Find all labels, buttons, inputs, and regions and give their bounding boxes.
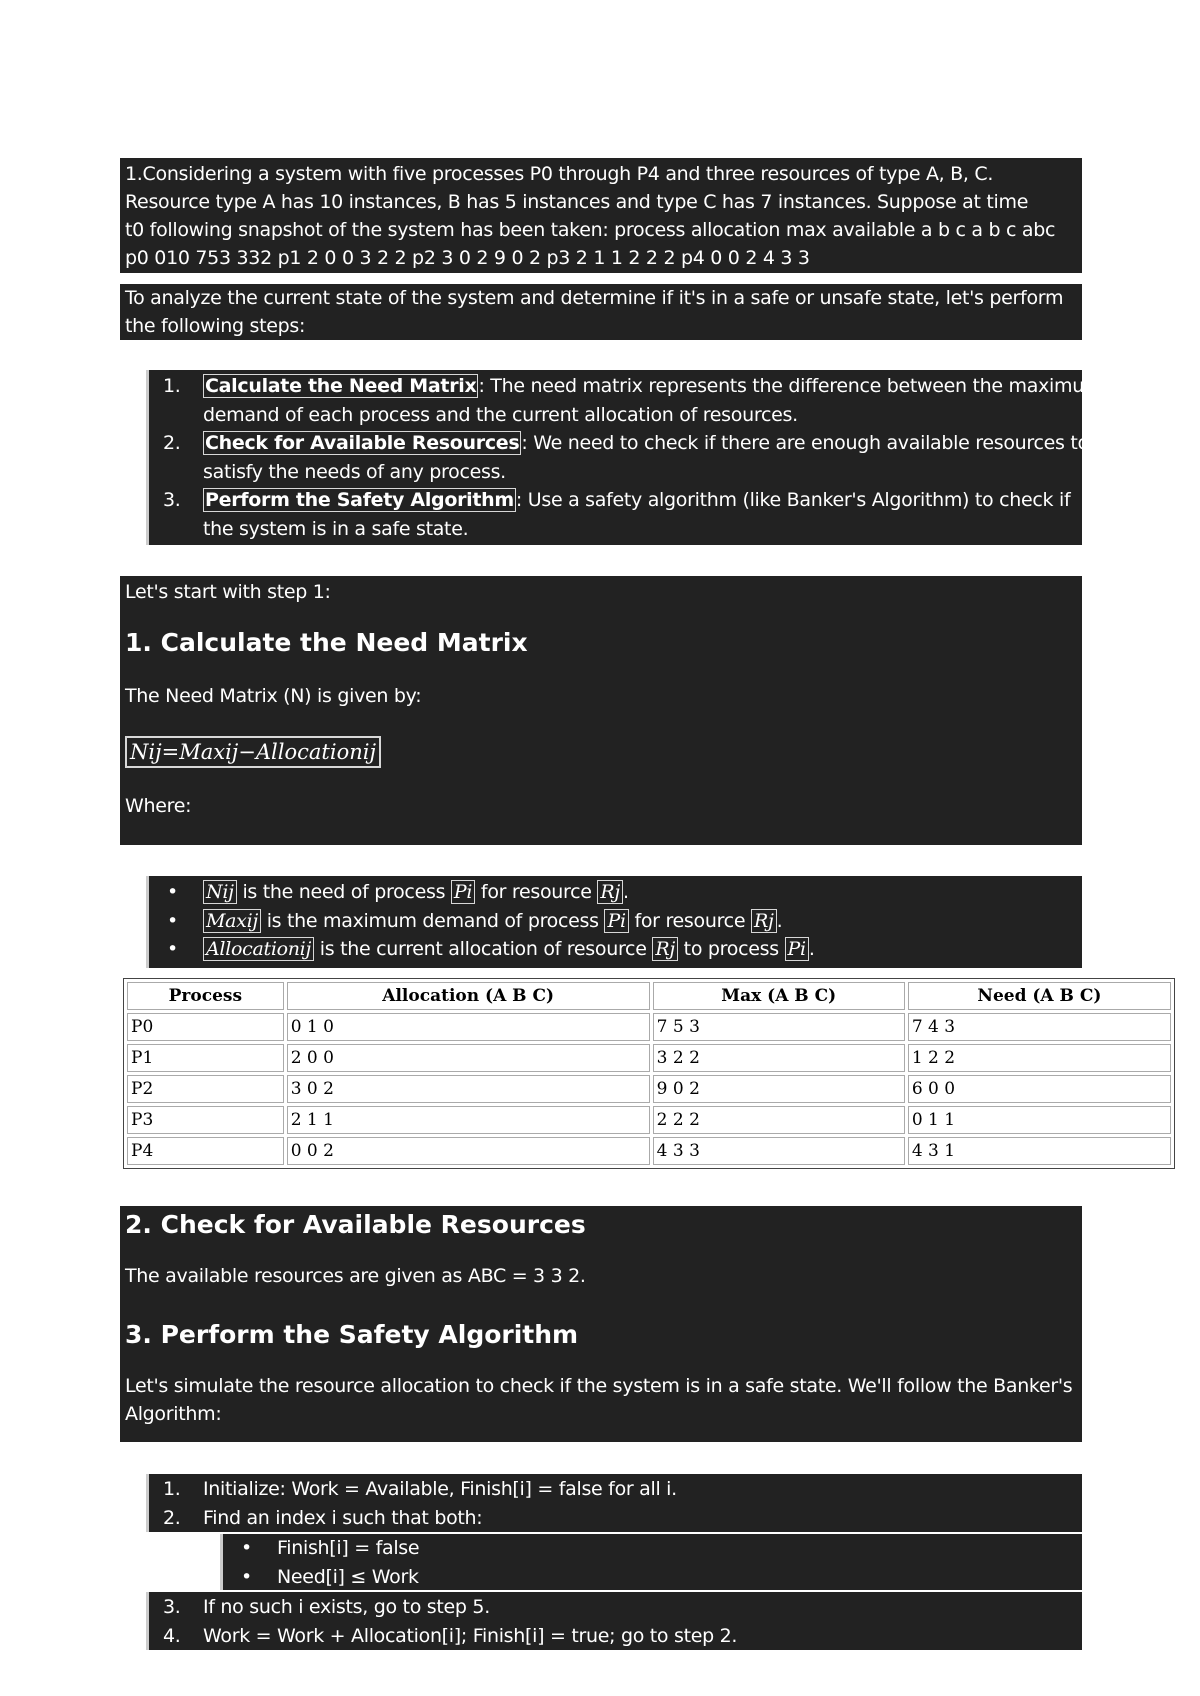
step-term: Calculate the Need Matrix xyxy=(205,375,477,397)
column-header: Max (A B C) xyxy=(653,982,905,1010)
table-cell: 4 3 3 xyxy=(653,1137,905,1165)
algorithm-step xyxy=(155,1504,1082,1533)
table-cell: P1 xyxy=(127,1044,284,1072)
table-cell: P3 xyxy=(127,1106,284,1134)
definition-text: for resource xyxy=(628,909,751,932)
table-cell: 4 3 1 xyxy=(908,1137,1171,1165)
step-term: Perform the Safety Algorithm xyxy=(205,489,514,511)
math-term: Maxij xyxy=(203,909,261,933)
table-cell: 2 0 0 xyxy=(287,1044,650,1072)
step-term: Check for Available Resources xyxy=(205,432,520,454)
step-number: 3. xyxy=(163,1596,181,1618)
table-cell: 3 2 2 xyxy=(653,1044,905,1072)
definition-item xyxy=(155,935,1082,964)
algorithm-step xyxy=(155,1475,1082,1504)
steps-list xyxy=(155,372,1103,543)
table-cell: P4 xyxy=(127,1137,284,1165)
need-matrix-table xyxy=(123,978,1175,1169)
table-header-row xyxy=(127,982,1171,1010)
definition-text: is the current allocation of resource xyxy=(314,938,653,960)
table-cell: 2 2 2 xyxy=(653,1106,905,1134)
algorithm-substep xyxy=(229,1534,1082,1563)
step-number: 2. xyxy=(163,432,181,454)
step-number: 4. xyxy=(163,1624,181,1647)
algorithm-step-text: Find an index i such that both: xyxy=(203,1506,483,1529)
definition-text: is the need of process xyxy=(236,881,451,903)
section1-block xyxy=(120,576,1082,845)
bullet-icon: • xyxy=(167,881,178,903)
step-number: 3. xyxy=(163,489,181,511)
algorithm-step-text: If no such i exists, go to step 5. xyxy=(203,1596,490,1618)
bullet-icon: • xyxy=(167,909,178,932)
table-cell: 0 1 0 xyxy=(287,1013,650,1041)
algorithm-step xyxy=(155,1622,1082,1651)
definition-item xyxy=(155,907,1082,936)
algorithm-steps-block xyxy=(146,1474,1082,1532)
section1-where: Where: xyxy=(125,795,192,817)
definition-text: for resource xyxy=(475,881,598,903)
step-desc-cont: the system is in a safe state. xyxy=(203,517,469,540)
definition-text: . xyxy=(623,881,629,903)
algorithm-substeps-block xyxy=(220,1534,1082,1590)
table-cell: 0 0 2 xyxy=(287,1137,650,1165)
bullet-icon: • xyxy=(167,938,178,960)
column-header: Allocation (A B C) xyxy=(287,982,650,1010)
simulate-line: Algorithm: xyxy=(125,1403,222,1425)
math-term: Allocationij xyxy=(203,937,314,961)
algorithm-substep-text: Finish[i] = false xyxy=(277,1537,420,1559)
math-term: Rj xyxy=(751,909,777,933)
need-formula: Nij=Maxij−Allocationij xyxy=(125,736,381,768)
math-term: Nij xyxy=(203,880,237,904)
step-desc-cont: demand of each process and the current allocation of resources. xyxy=(203,403,798,426)
table-cell: 7 5 3 xyxy=(653,1013,905,1041)
step-number: 1. xyxy=(163,375,181,397)
table-cell: 3 0 2 xyxy=(287,1075,650,1103)
available-text: The available resources are given as ABC = 3 3 2. xyxy=(125,1265,586,1287)
intro-block xyxy=(120,284,1082,340)
bullet-icon: • xyxy=(241,1537,252,1559)
intro-line: To analyze the current state of the system and determine if it's in a safe or unsafe state, let's perform xyxy=(125,287,1064,309)
math-term: Pi xyxy=(451,880,475,904)
steps-list-block xyxy=(146,370,1103,545)
algorithm-substep xyxy=(229,1563,1082,1592)
algorithm-step xyxy=(155,1593,1082,1622)
math-term: Pi xyxy=(785,937,809,961)
table-cell: 6 0 0 xyxy=(908,1075,1171,1103)
table-row xyxy=(127,1137,1171,1165)
algorithm-step-text: Work = Work + Allocation[i]; Finish[i] = true; go to step 2. xyxy=(203,1624,738,1647)
simulate-line: Let's simulate the resource allocation to check if the system is in a safe state. We'll follow the Banker's xyxy=(125,1375,1073,1397)
definitions-block xyxy=(146,876,1082,968)
step-desc: : The need matrix represents the difference between the maximum xyxy=(478,375,1103,397)
table-cell: 1 2 2 xyxy=(908,1044,1171,1072)
math-term: Rj xyxy=(597,880,623,904)
definition-text: . xyxy=(776,909,783,932)
table-cell: 0 1 1 xyxy=(908,1106,1171,1134)
definition-text: to process xyxy=(677,938,785,960)
formula-wrap xyxy=(125,736,1077,768)
section1-heading: 1. Calculate the Need Matrix xyxy=(125,628,528,657)
algorithm-substep-text: Need[i] ≤ Work xyxy=(277,1565,419,1588)
question-block xyxy=(120,158,1082,273)
table-cell: P2 xyxy=(127,1075,284,1103)
step-desc: : We need to check if there are enough available resources to xyxy=(521,432,1089,454)
table-cell: P0 xyxy=(127,1013,284,1041)
algorithm-steps-list-2 xyxy=(155,1593,1082,1650)
section2-heading: 2. Check for Available Resources xyxy=(125,1210,586,1239)
definitions-list xyxy=(155,878,1082,964)
step-desc: : Use a safety algorithm (like Banker's Algorithm) to check if xyxy=(515,489,1071,511)
bullet-icon: • xyxy=(241,1565,252,1588)
step-item xyxy=(155,486,1082,543)
table-row xyxy=(127,1044,1171,1072)
step-number: 2. xyxy=(163,1506,181,1529)
table-row xyxy=(127,1013,1171,1041)
table-row xyxy=(127,1106,1171,1134)
algorithm-step-text: Initialize: Work = Available, Finish[i] = false for all i. xyxy=(203,1478,677,1500)
algorithm-substeps-list xyxy=(229,1534,1082,1591)
step-number: 1. xyxy=(163,1478,181,1500)
intro-line: the following steps: xyxy=(125,315,306,337)
step-item xyxy=(155,429,1089,486)
step-item xyxy=(155,372,1103,429)
section3-heading: 3. Perform the Safety Algorithm xyxy=(125,1320,579,1349)
table-cell: 2 1 1 xyxy=(287,1106,650,1134)
question-line: t0 following snapshot of the system has been taken: process allocation max available a b c a b c abc xyxy=(125,219,1056,241)
question-line: p0 010 753 332 p1 2 0 0 3 2 2 p2 3 0 2 9 0 2 p3 2 1 1 2 2 2 p4 0 0 2 4 3 3 xyxy=(125,247,810,269)
table-row xyxy=(127,1075,1171,1103)
algorithm-steps-list xyxy=(155,1475,1082,1532)
section1-start: Let's start with step 1: xyxy=(125,581,331,603)
column-header: Process xyxy=(127,982,284,1010)
definition-text: . xyxy=(808,938,815,960)
question-line: 1.Considering a system with five processes P0 through P4 and three resources of type A, B, C. xyxy=(125,163,994,185)
definition-text: is the maximum demand of process xyxy=(260,909,605,932)
section2-block xyxy=(120,1206,1082,1442)
table-cell: 7 4 3 xyxy=(908,1013,1171,1041)
math-term: Rj xyxy=(652,937,678,961)
table-cell: 9 0 2 xyxy=(653,1075,905,1103)
step-desc-cont: satisfy the needs of any process. xyxy=(203,460,506,483)
question-line: Resource type A has 10 instances, B has 5 instances and type C has 7 instances. Suppose at time xyxy=(125,191,1029,213)
definition-item xyxy=(155,878,1082,907)
algorithm-steps-block-2 xyxy=(146,1592,1082,1650)
math-term: Pi xyxy=(604,909,628,933)
section1-given: The Need Matrix (N) is given by: xyxy=(125,685,422,707)
column-header: Need (A B C) xyxy=(908,982,1171,1010)
